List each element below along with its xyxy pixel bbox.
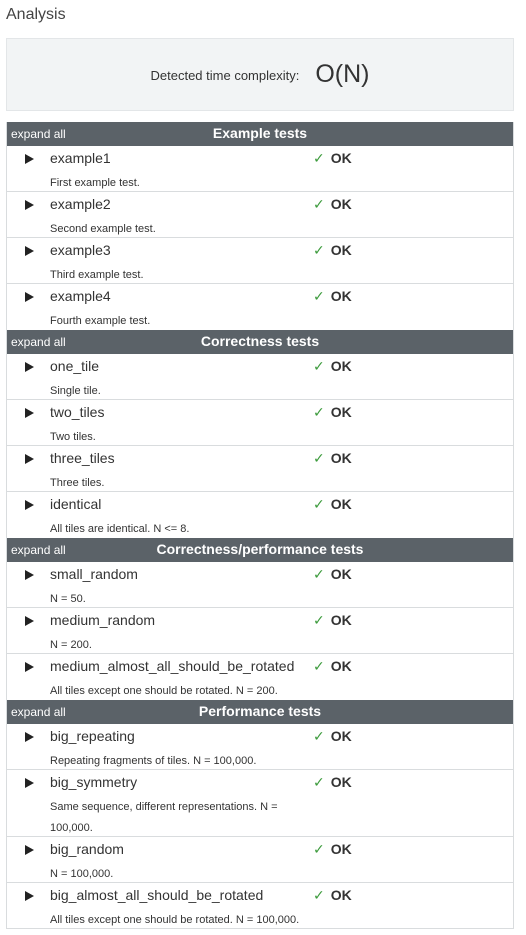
check-icon: ✓ (313, 358, 325, 374)
test-status (313, 887, 352, 904)
expand-arrow-icon[interactable] (25, 778, 34, 788)
test-row (7, 354, 513, 400)
test-row (7, 724, 513, 770)
check-icon: ✓ (313, 841, 325, 857)
status-text: OK (330, 841, 352, 857)
expand-arrow-icon[interactable] (25, 732, 34, 742)
test-description: N = 100,000. (50, 868, 114, 880)
test-name[interactable]: big_random (50, 841, 124, 857)
test-row (7, 770, 513, 837)
expand-arrow-icon[interactable] (25, 200, 34, 210)
check-icon: ✓ (313, 196, 325, 212)
expand-arrow-icon[interactable] (25, 616, 34, 626)
test-name[interactable]: example4 (50, 288, 111, 304)
test-description: Third example test. (50, 269, 144, 281)
expand-arrow-icon[interactable] (25, 362, 34, 372)
test-status (313, 774, 352, 791)
status-text: OK (330, 358, 352, 374)
status-text: OK (330, 612, 352, 628)
test-description: All tiles are identical. N <= 8. (50, 523, 190, 535)
group-header-correctness-performance-tests (7, 538, 513, 562)
test-name[interactable]: small_random (50, 566, 138, 582)
check-icon: ✓ (313, 288, 325, 304)
test-status (313, 450, 352, 467)
test-row (7, 446, 513, 492)
status-text: OK (330, 288, 352, 304)
test-description: N = 200. (50, 639, 92, 651)
test-results-table (6, 122, 514, 929)
status-text: OK (330, 404, 352, 420)
check-icon: ✓ (313, 658, 325, 674)
expand-all-button[interactable]: expand all (11, 127, 66, 141)
expand-all-button[interactable]: expand all (11, 335, 66, 349)
test-row (7, 608, 513, 654)
test-name[interactable]: example1 (50, 150, 111, 166)
test-name[interactable]: identical (50, 496, 102, 512)
check-icon: ✓ (313, 496, 325, 512)
expand-all-button[interactable]: expand all (11, 705, 66, 719)
status-text: OK (330, 774, 352, 790)
test-status (313, 242, 352, 259)
status-text: OK (330, 658, 352, 674)
group-header-performance-tests (7, 700, 513, 724)
check-icon: ✓ (313, 242, 325, 258)
test-status (313, 496, 352, 513)
test-row (7, 837, 513, 883)
group-title: Correctness/performance tests (156, 541, 364, 557)
test-description: Fourth example test. (50, 315, 151, 327)
test-name[interactable]: big_symmetry (50, 774, 138, 790)
status-text: OK (330, 728, 352, 744)
group-header-example-tests (7, 122, 513, 146)
check-icon: ✓ (313, 887, 325, 903)
test-description: All tiles except one should be rotated. N = 100,000. (50, 914, 300, 926)
expand-arrow-icon[interactable] (25, 246, 34, 256)
check-icon: ✓ (313, 450, 325, 466)
test-name[interactable]: medium_almost_all_should_be_rotated (50, 658, 295, 674)
test-name[interactable]: two_tiles (50, 404, 105, 420)
test-status (313, 288, 352, 305)
test-description: Repeating fragments of tiles. N = 100,000. (50, 755, 257, 767)
check-icon: ✓ (313, 612, 325, 628)
test-name[interactable]: example2 (50, 196, 111, 212)
test-description: Three tiles. (50, 477, 105, 489)
test-status (313, 358, 352, 375)
status-text: OK (330, 150, 352, 166)
expand-all-button[interactable]: expand all (11, 543, 66, 557)
test-name[interactable]: example3 (50, 242, 111, 258)
expand-arrow-icon[interactable] (25, 570, 34, 580)
expand-arrow-icon[interactable] (25, 500, 34, 510)
test-name[interactable]: three_tiles (50, 450, 115, 466)
complexity-panel (6, 38, 514, 111)
group-header-correctness-tests (7, 330, 513, 354)
test-name[interactable]: big_almost_all_should_be_rotated (50, 887, 264, 903)
test-status (313, 728, 352, 745)
test-description: Second example test. (50, 223, 156, 235)
test-status (313, 566, 352, 583)
test-status (313, 196, 352, 213)
test-row (7, 146, 513, 192)
expand-arrow-icon[interactable] (25, 292, 34, 302)
expand-arrow-icon[interactable] (25, 408, 34, 418)
test-description: First example test. (50, 177, 140, 189)
complexity-value: O(N) (315, 60, 370, 88)
expand-arrow-icon[interactable] (25, 154, 34, 164)
status-text: OK (330, 196, 352, 212)
expand-arrow-icon[interactable] (25, 891, 34, 901)
group-title: Correctness tests (200, 333, 320, 349)
status-text: OK (330, 566, 352, 582)
test-row (7, 562, 513, 608)
test-row (7, 883, 513, 929)
check-icon: ✓ (313, 404, 325, 420)
test-status (313, 658, 352, 675)
test-row (7, 192, 513, 238)
check-icon: ✓ (313, 774, 325, 790)
expand-arrow-icon[interactable] (25, 454, 34, 464)
test-description: Two tiles. (50, 431, 96, 443)
test-description: Single tile. (50, 385, 101, 397)
test-name[interactable]: one_tile (50, 358, 100, 374)
status-text: OK (330, 496, 352, 512)
test-description: N = 50. (50, 593, 86, 605)
test-status (313, 612, 352, 629)
test-row (7, 400, 513, 446)
test-description: All tiles except one should be rotated. N = 200. (50, 685, 278, 697)
test-description: Same sequence, different representations. N = 100,000. (50, 801, 278, 834)
complexity-label: Detected time complexity: (150, 68, 300, 83)
test-row (7, 284, 513, 330)
group-title: Performance tests (198, 703, 322, 719)
test-status (313, 841, 352, 858)
expand-arrow-icon[interactable] (25, 845, 34, 855)
page-title: Analysis (6, 6, 66, 23)
test-name[interactable]: medium_random (50, 612, 156, 628)
status-text: OK (330, 450, 352, 466)
expand-arrow-icon[interactable] (25, 662, 34, 672)
check-icon: ✓ (313, 728, 325, 744)
status-text: OK (330, 242, 352, 258)
test-row (7, 492, 513, 538)
test-status (313, 150, 352, 167)
check-icon: ✓ (313, 150, 325, 166)
check-icon: ✓ (313, 566, 325, 582)
group-title: Example tests (212, 125, 308, 141)
test-name[interactable]: big_repeating (50, 728, 135, 744)
test-row (7, 654, 513, 700)
status-text: OK (330, 887, 352, 903)
test-status (313, 404, 352, 421)
test-row (7, 238, 513, 284)
